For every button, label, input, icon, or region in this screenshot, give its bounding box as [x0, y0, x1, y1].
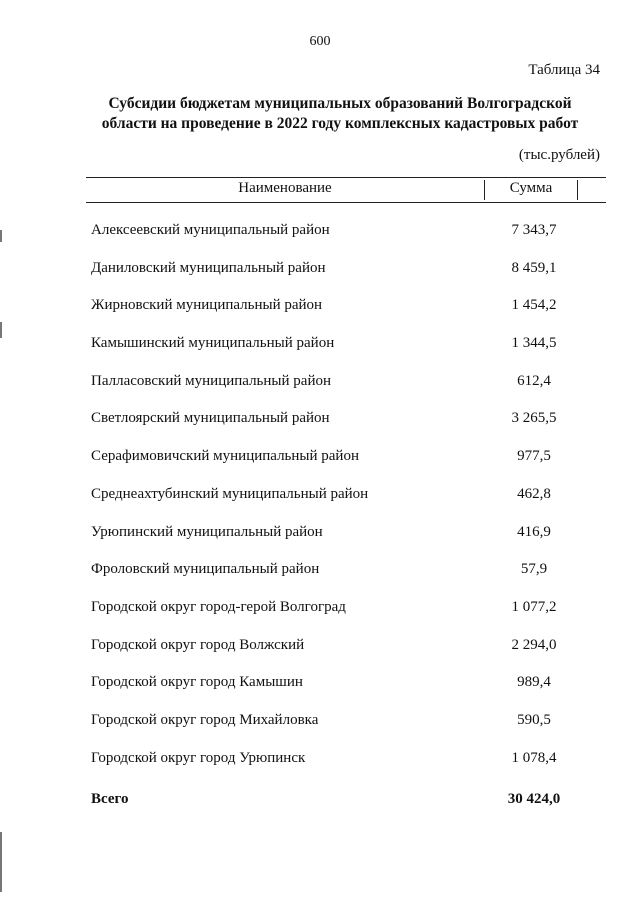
table-row — [0, 448, 640, 486]
table-label: Таблица 34 — [528, 62, 600, 78]
table-title-line-2: области на проведение в 2022 году комплексных кадастровых работ — [101, 115, 579, 132]
table-row — [0, 260, 640, 298]
row-value: 462,8 — [517, 485, 551, 502]
row-name: Городской округ город Урюпинск — [91, 749, 306, 766]
row-value: 612,4 — [517, 372, 551, 389]
table-row — [0, 373, 640, 411]
total-label: Всего — [91, 791, 129, 808]
total-value: 30 424,0 — [507, 791, 561, 808]
table-total-row — [0, 791, 640, 829]
row-value: 3 265,5 — [511, 410, 557, 427]
column-header-name: Наименование — [86, 180, 485, 200]
table-row — [0, 637, 640, 675]
row-name: Светлоярский муниципальный район — [91, 410, 330, 427]
page-number: 600 — [309, 34, 331, 49]
row-value: 7 343,7 — [511, 222, 557, 238]
row-value: 1 344,5 — [511, 335, 557, 352]
row-value: 2 294,0 — [511, 636, 557, 653]
table-row — [0, 599, 640, 637]
row-value: 416,9 — [517, 523, 551, 540]
row-name: Жирновский муниципальный район — [91, 297, 323, 314]
scan-edge-mark — [0, 832, 2, 892]
table-row — [0, 674, 640, 712]
row-value: 1 078,4 — [511, 749, 557, 766]
row-name: Среднеахтубинский муниципальный район — [91, 485, 369, 502]
table-row — [0, 410, 640, 448]
row-name: Городской округ город-герой Волгоград — [91, 598, 346, 615]
table-row — [0, 712, 640, 750]
table-body — [0, 222, 640, 829]
table-title — [60, 94, 620, 134]
table-row — [0, 486, 640, 524]
table-title-line-1: Субсидии бюджетам муниципальных образований Волгоградской — [108, 95, 572, 112]
row-name: Даниловский муниципальный район — [91, 259, 326, 276]
row-value: 8 459,1 — [511, 259, 557, 276]
row-value: 590,5 — [517, 711, 551, 728]
table-row — [0, 222, 640, 260]
row-name: Фроловский муниципальный район — [91, 561, 320, 578]
table-row — [0, 524, 640, 562]
table-row — [0, 750, 640, 788]
row-name: Городской округ город Волжский — [91, 636, 305, 653]
row-value: 989,4 — [517, 674, 551, 691]
units-label: (тыс.рублей) — [518, 147, 600, 163]
table-row — [0, 297, 640, 335]
row-value: 1 077,2 — [511, 598, 557, 615]
row-name: Городской округ город Михайловка — [91, 711, 319, 728]
row-name: Камышинский муниципальный район — [91, 335, 335, 352]
table-row — [0, 561, 640, 599]
row-value: 57,9 — [520, 561, 548, 578]
row-name: Алексеевский муниципальный район — [91, 222, 330, 238]
row-name: Урюпинский муниципальный район — [91, 523, 323, 540]
row-value: 977,5 — [517, 448, 551, 465]
row-name: Серафимовичский муниципальный район — [91, 448, 359, 465]
header-divider — [577, 180, 578, 200]
row-name: Палласовский муниципальный район — [91, 372, 331, 389]
column-header-sum: Сумма — [509, 180, 553, 196]
table-header — [86, 177, 606, 203]
row-name: Городской округ город Камышин — [91, 674, 303, 691]
table-row — [0, 335, 640, 373]
row-value: 1 454,2 — [511, 297, 557, 314]
